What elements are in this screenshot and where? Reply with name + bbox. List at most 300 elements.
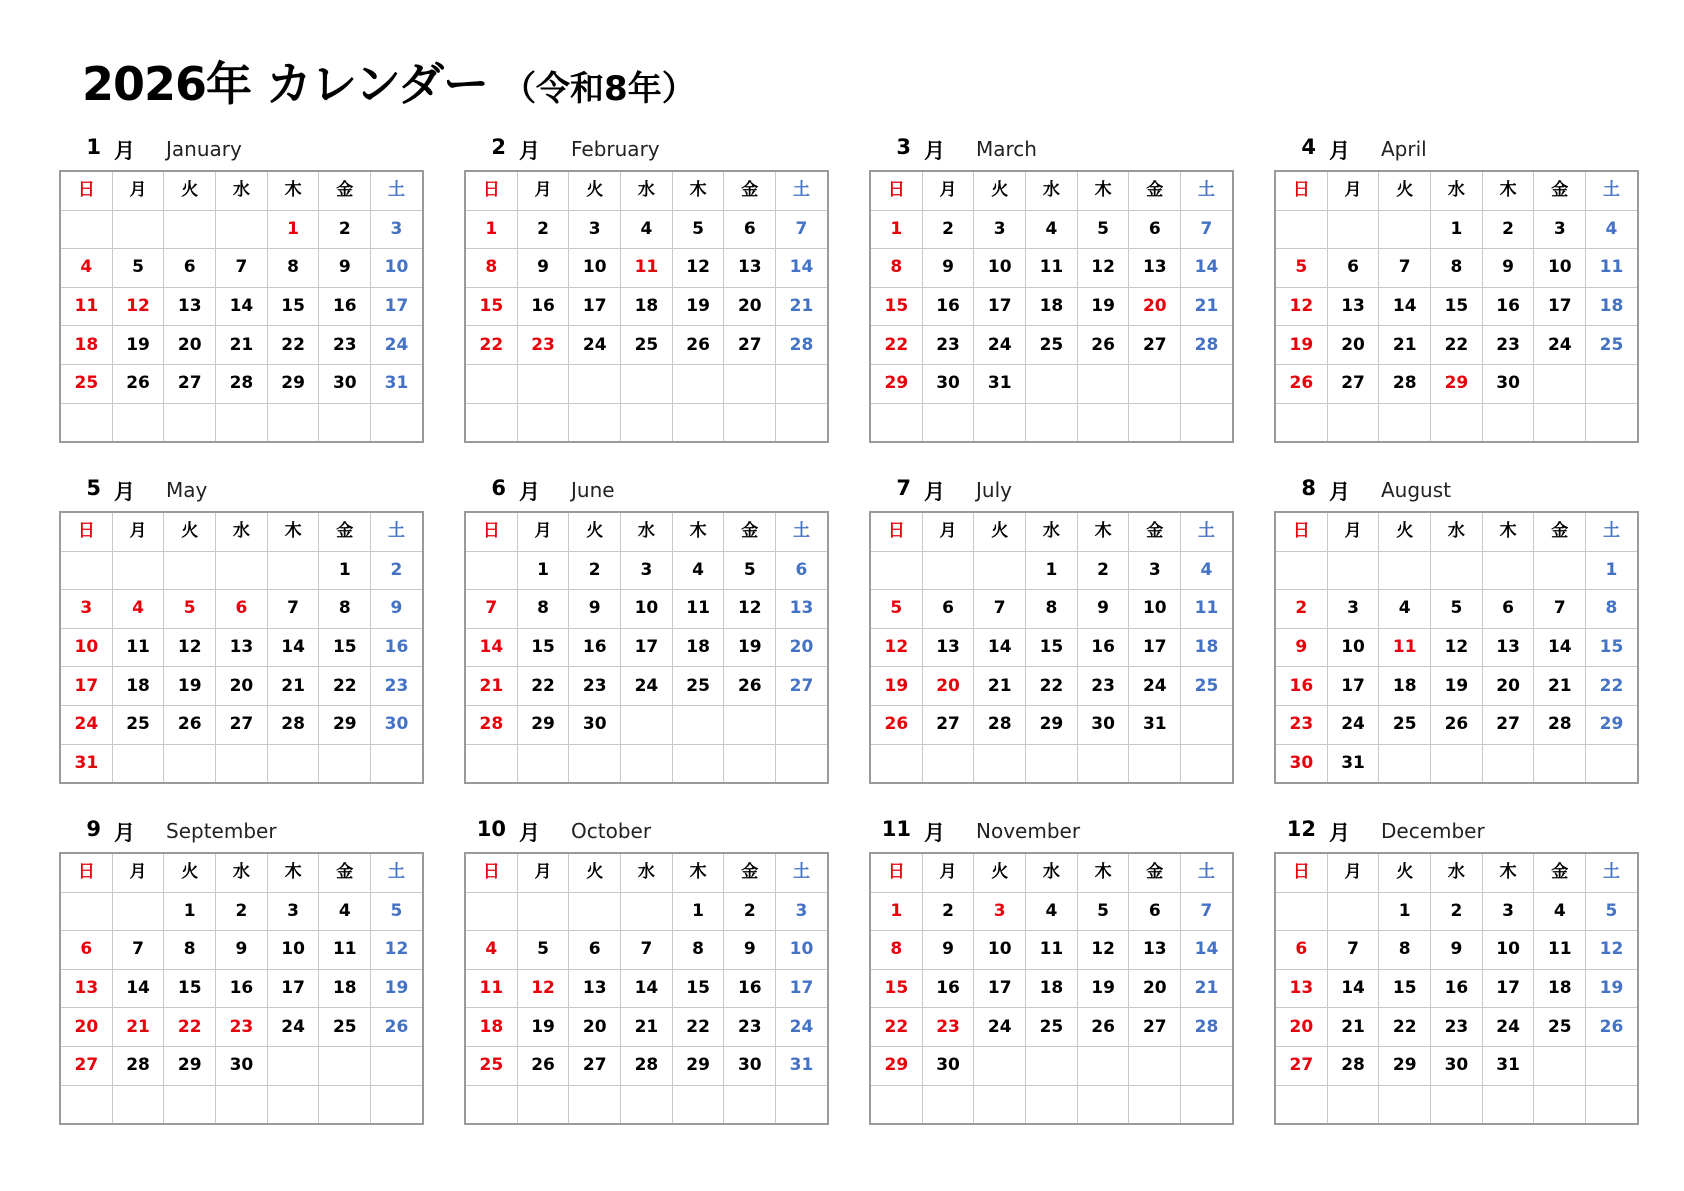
day-cell: 19 bbox=[1077, 287, 1129, 326]
weekday-header: 日 bbox=[1275, 853, 1327, 892]
empty-cell bbox=[621, 403, 673, 442]
weekday-header: 火 bbox=[1379, 512, 1431, 551]
day-cell: 29 bbox=[1026, 705, 1078, 744]
day-cell: 13 bbox=[776, 590, 828, 629]
empty-cell bbox=[1129, 364, 1181, 403]
day-cell: 27 bbox=[1275, 1046, 1327, 1085]
weekday-header: 木 bbox=[1482, 853, 1534, 892]
empty-cell bbox=[1482, 403, 1534, 442]
week-row bbox=[60, 969, 423, 1008]
day-cell: 23 bbox=[569, 667, 621, 706]
day-cell: 10 bbox=[267, 931, 319, 970]
weekday-header: 水 bbox=[1026, 853, 1078, 892]
day-cell: 24 bbox=[1327, 705, 1379, 744]
day-cell: 10 bbox=[1534, 249, 1586, 288]
day-cell: 21 bbox=[1534, 667, 1586, 706]
day-cell: 7 bbox=[1181, 892, 1233, 931]
day-cell: 19 bbox=[517, 1008, 569, 1047]
empty-cell bbox=[1026, 1046, 1078, 1085]
day-cell: 15 bbox=[164, 969, 216, 1008]
empty-cell bbox=[1181, 364, 1233, 403]
day-cell: 26 bbox=[1077, 1008, 1129, 1047]
day-cell: 7 bbox=[465, 590, 517, 629]
day-cell: 9 bbox=[1431, 931, 1483, 970]
empty-cell bbox=[1026, 744, 1078, 783]
day-cell: 25 bbox=[1181, 667, 1233, 706]
week-row bbox=[1275, 705, 1638, 744]
day-cell: 17 bbox=[1129, 628, 1181, 667]
day-cell: 2 bbox=[216, 892, 268, 931]
day-cell: 3 bbox=[60, 590, 112, 629]
empty-cell bbox=[267, 1085, 319, 1124]
weekday-header: 日 bbox=[465, 853, 517, 892]
weekday-header-row bbox=[870, 171, 1233, 210]
week-row bbox=[870, 705, 1233, 744]
day-cell: 4 bbox=[1586, 210, 1638, 249]
day-cell: 17 bbox=[974, 969, 1026, 1008]
day-cell: 30 bbox=[1077, 705, 1129, 744]
empty-cell bbox=[870, 1085, 922, 1124]
day-cell: 12 bbox=[1275, 287, 1327, 326]
weekday-header: 日 bbox=[1275, 512, 1327, 551]
month-block bbox=[59, 813, 416, 1133]
day-cell: 17 bbox=[621, 628, 673, 667]
day-cell: 11 bbox=[621, 249, 673, 288]
empty-cell bbox=[517, 403, 569, 442]
day-cell: 24 bbox=[1129, 667, 1181, 706]
day-cell: 1 bbox=[267, 210, 319, 249]
day-cell: 12 bbox=[164, 628, 216, 667]
weekday-header-row bbox=[1275, 171, 1638, 210]
day-cell: 1 bbox=[319, 551, 371, 590]
day-cell: 23 bbox=[922, 326, 974, 365]
weekday-header-row bbox=[60, 853, 423, 892]
weekday-header: 金 bbox=[319, 512, 371, 551]
month-english-name: December bbox=[1381, 819, 1485, 843]
day-cell: 5 bbox=[164, 590, 216, 629]
empty-cell bbox=[776, 705, 828, 744]
month-kanji: 月 bbox=[1329, 480, 1350, 504]
day-cell: 15 bbox=[267, 287, 319, 326]
weekday-header: 金 bbox=[724, 512, 776, 551]
empty-cell bbox=[1586, 1046, 1638, 1085]
week-row bbox=[870, 1008, 1233, 1047]
empty-cell bbox=[465, 892, 517, 931]
empty-cell bbox=[1534, 744, 1586, 783]
day-cell: 6 bbox=[216, 590, 268, 629]
day-cell: 9 bbox=[724, 931, 776, 970]
day-cell: 25 bbox=[112, 705, 164, 744]
weekday-header: 水 bbox=[216, 512, 268, 551]
day-cell: 9 bbox=[371, 590, 423, 629]
weekday-header: 日 bbox=[870, 853, 922, 892]
day-cell: 11 bbox=[319, 931, 371, 970]
day-cell: 3 bbox=[371, 210, 423, 249]
day-cell: 24 bbox=[974, 326, 1026, 365]
day-cell: 7 bbox=[1181, 210, 1233, 249]
month-english-name: January bbox=[166, 137, 242, 161]
day-cell: 18 bbox=[1534, 969, 1586, 1008]
day-cell: 9 bbox=[216, 931, 268, 970]
day-cell: 29 bbox=[164, 1046, 216, 1085]
empty-cell bbox=[319, 744, 371, 783]
empty-cell bbox=[1026, 364, 1078, 403]
day-cell: 20 bbox=[922, 667, 974, 706]
day-cell: 20 bbox=[1129, 287, 1181, 326]
day-cell: 9 bbox=[569, 590, 621, 629]
empty-cell bbox=[465, 744, 517, 783]
month-grid bbox=[1274, 511, 1639, 784]
month-number: 8 bbox=[1301, 476, 1316, 500]
day-cell: 25 bbox=[1026, 326, 1078, 365]
empty-cell bbox=[672, 705, 724, 744]
week-row bbox=[465, 628, 828, 667]
day-cell: 24 bbox=[974, 1008, 1026, 1047]
day-cell: 5 bbox=[371, 892, 423, 931]
empty-cell bbox=[974, 744, 1026, 783]
day-cell: 5 bbox=[517, 931, 569, 970]
day-cell: 21 bbox=[267, 667, 319, 706]
empty-cell bbox=[319, 1046, 371, 1085]
day-cell: 15 bbox=[870, 969, 922, 1008]
empty-cell bbox=[569, 403, 621, 442]
day-cell: 27 bbox=[60, 1046, 112, 1085]
empty-cell bbox=[216, 1085, 268, 1124]
day-cell: 2 bbox=[517, 210, 569, 249]
month-kanji: 月 bbox=[924, 821, 945, 845]
month-block bbox=[1274, 131, 1631, 451]
weekday-header: 土 bbox=[776, 512, 828, 551]
day-cell: 16 bbox=[1077, 628, 1129, 667]
weekday-header: 木 bbox=[672, 853, 724, 892]
month-header bbox=[464, 472, 821, 508]
week-row bbox=[870, 403, 1233, 442]
empty-cell bbox=[1327, 210, 1379, 249]
empty-cell bbox=[112, 1085, 164, 1124]
week-row bbox=[870, 326, 1233, 365]
week-row bbox=[870, 667, 1233, 706]
day-cell: 31 bbox=[1482, 1046, 1534, 1085]
day-cell: 2 bbox=[319, 210, 371, 249]
empty-cell bbox=[1534, 364, 1586, 403]
week-row bbox=[465, 364, 828, 403]
day-cell: 20 bbox=[1327, 326, 1379, 365]
day-cell: 20 bbox=[216, 667, 268, 706]
week-row bbox=[870, 287, 1233, 326]
day-cell: 17 bbox=[1534, 287, 1586, 326]
empty-cell bbox=[1586, 1085, 1638, 1124]
weekday-header: 金 bbox=[1129, 171, 1181, 210]
weekday-header: 土 bbox=[1181, 171, 1233, 210]
week-row bbox=[1275, 1008, 1638, 1047]
empty-cell bbox=[1586, 403, 1638, 442]
weekday-header: 月 bbox=[112, 171, 164, 210]
empty-cell bbox=[1181, 403, 1233, 442]
month-number: 9 bbox=[86, 817, 101, 841]
empty-cell bbox=[1181, 1046, 1233, 1085]
empty-cell bbox=[974, 403, 1026, 442]
weekday-header: 水 bbox=[621, 171, 673, 210]
day-cell: 17 bbox=[974, 287, 1026, 326]
weekday-header: 月 bbox=[112, 512, 164, 551]
empty-cell bbox=[164, 744, 216, 783]
weekday-header: 火 bbox=[164, 853, 216, 892]
week-row bbox=[1275, 249, 1638, 288]
empty-cell bbox=[1181, 705, 1233, 744]
week-row bbox=[465, 705, 828, 744]
empty-cell bbox=[319, 403, 371, 442]
day-cell: 10 bbox=[1129, 590, 1181, 629]
week-row bbox=[60, 249, 423, 288]
weekday-header: 木 bbox=[1077, 512, 1129, 551]
month-block bbox=[464, 472, 821, 792]
weekday-header: 金 bbox=[1534, 171, 1586, 210]
empty-cell bbox=[1026, 1085, 1078, 1124]
day-cell: 15 bbox=[1431, 287, 1483, 326]
day-cell: 19 bbox=[1077, 969, 1129, 1008]
day-cell: 3 bbox=[1327, 590, 1379, 629]
empty-cell bbox=[1379, 551, 1431, 590]
empty-cell bbox=[465, 364, 517, 403]
day-cell: 22 bbox=[870, 326, 922, 365]
day-cell: 3 bbox=[974, 892, 1026, 931]
empty-cell bbox=[870, 551, 922, 590]
empty-cell bbox=[112, 892, 164, 931]
day-cell: 29 bbox=[672, 1046, 724, 1085]
day-cell: 1 bbox=[672, 892, 724, 931]
day-cell: 27 bbox=[216, 705, 268, 744]
empty-cell bbox=[465, 551, 517, 590]
empty-cell bbox=[60, 551, 112, 590]
day-cell: 13 bbox=[60, 969, 112, 1008]
month-block bbox=[1274, 472, 1631, 792]
week-row bbox=[870, 1085, 1233, 1124]
day-cell: 18 bbox=[1026, 969, 1078, 1008]
day-cell: 26 bbox=[870, 705, 922, 744]
week-row bbox=[60, 210, 423, 249]
weekday-header: 土 bbox=[1181, 512, 1233, 551]
day-cell: 4 bbox=[1026, 210, 1078, 249]
day-cell: 8 bbox=[1586, 590, 1638, 629]
weekday-header: 水 bbox=[1026, 171, 1078, 210]
day-cell: 3 bbox=[776, 892, 828, 931]
month-number: 3 bbox=[896, 135, 911, 159]
day-cell: 5 bbox=[1077, 892, 1129, 931]
week-row bbox=[1275, 931, 1638, 970]
month-grid bbox=[59, 852, 424, 1125]
day-cell: 13 bbox=[1275, 969, 1327, 1008]
day-cell: 5 bbox=[724, 551, 776, 590]
day-cell: 16 bbox=[1431, 969, 1483, 1008]
weekday-header-row bbox=[465, 512, 828, 551]
empty-cell bbox=[1586, 364, 1638, 403]
weekday-header: 土 bbox=[776, 853, 828, 892]
day-cell: 21 bbox=[1181, 287, 1233, 326]
week-row bbox=[870, 551, 1233, 590]
weekday-header: 土 bbox=[1181, 853, 1233, 892]
empty-cell bbox=[1379, 744, 1431, 783]
day-cell: 22 bbox=[870, 1008, 922, 1047]
day-cell: 2 bbox=[922, 892, 974, 931]
day-cell: 24 bbox=[371, 326, 423, 365]
day-cell: 4 bbox=[465, 931, 517, 970]
day-cell: 1 bbox=[870, 210, 922, 249]
weekday-header: 水 bbox=[216, 853, 268, 892]
day-cell: 19 bbox=[672, 287, 724, 326]
day-cell: 23 bbox=[371, 667, 423, 706]
empty-cell bbox=[569, 364, 621, 403]
empty-cell bbox=[112, 210, 164, 249]
day-cell: 1 bbox=[1379, 892, 1431, 931]
month-header bbox=[59, 472, 416, 508]
empty-cell bbox=[569, 1085, 621, 1124]
day-cell: 21 bbox=[216, 326, 268, 365]
day-cell: 28 bbox=[1327, 1046, 1379, 1085]
weekday-header: 火 bbox=[1379, 853, 1431, 892]
day-cell: 21 bbox=[1181, 969, 1233, 1008]
day-cell: 5 bbox=[672, 210, 724, 249]
month-grid bbox=[869, 511, 1234, 784]
day-cell: 29 bbox=[267, 364, 319, 403]
weekday-header: 木 bbox=[672, 171, 724, 210]
day-cell: 30 bbox=[319, 364, 371, 403]
day-cell: 10 bbox=[60, 628, 112, 667]
day-cell: 11 bbox=[60, 287, 112, 326]
day-cell: 11 bbox=[1181, 590, 1233, 629]
empty-cell bbox=[1534, 551, 1586, 590]
day-cell: 8 bbox=[1379, 931, 1431, 970]
day-cell: 16 bbox=[922, 287, 974, 326]
day-cell: 25 bbox=[465, 1046, 517, 1085]
day-cell: 11 bbox=[1026, 931, 1078, 970]
day-cell: 13 bbox=[164, 287, 216, 326]
week-row bbox=[60, 1046, 423, 1085]
month-header bbox=[464, 813, 821, 849]
week-row bbox=[1275, 892, 1638, 931]
empty-cell bbox=[112, 744, 164, 783]
empty-cell bbox=[1586, 744, 1638, 783]
empty-cell bbox=[1482, 1085, 1534, 1124]
weekday-header: 金 bbox=[724, 171, 776, 210]
empty-cell bbox=[1379, 210, 1431, 249]
empty-cell bbox=[216, 744, 268, 783]
day-cell: 17 bbox=[1327, 667, 1379, 706]
empty-cell bbox=[1129, 403, 1181, 442]
week-row bbox=[1275, 1085, 1638, 1124]
day-cell: 7 bbox=[267, 590, 319, 629]
empty-cell bbox=[672, 744, 724, 783]
day-cell: 28 bbox=[216, 364, 268, 403]
weekday-header-row bbox=[1275, 853, 1638, 892]
day-cell: 21 bbox=[1327, 1008, 1379, 1047]
day-cell: 30 bbox=[569, 705, 621, 744]
week-row bbox=[465, 667, 828, 706]
weekday-header: 土 bbox=[371, 853, 423, 892]
weekday-header: 木 bbox=[1482, 512, 1534, 551]
day-cell: 23 bbox=[922, 1008, 974, 1047]
day-cell: 5 bbox=[870, 590, 922, 629]
day-cell: 15 bbox=[1586, 628, 1638, 667]
day-cell: 2 bbox=[1077, 551, 1129, 590]
day-cell: 10 bbox=[1482, 931, 1534, 970]
day-cell: 8 bbox=[1431, 249, 1483, 288]
day-cell: 27 bbox=[1129, 326, 1181, 365]
week-row bbox=[870, 931, 1233, 970]
empty-cell bbox=[922, 1085, 974, 1124]
day-cell: 3 bbox=[1129, 551, 1181, 590]
empty-cell bbox=[1431, 744, 1483, 783]
empty-cell bbox=[724, 364, 776, 403]
empty-cell bbox=[1077, 364, 1129, 403]
day-cell: 14 bbox=[465, 628, 517, 667]
day-cell: 3 bbox=[621, 551, 673, 590]
month-number: 10 bbox=[476, 817, 506, 841]
empty-cell bbox=[1077, 1046, 1129, 1085]
day-cell: 14 bbox=[1534, 628, 1586, 667]
day-cell: 19 bbox=[164, 667, 216, 706]
empty-cell bbox=[1431, 1085, 1483, 1124]
day-cell: 18 bbox=[1181, 628, 1233, 667]
day-cell: 16 bbox=[724, 969, 776, 1008]
day-cell: 14 bbox=[112, 969, 164, 1008]
day-cell: 19 bbox=[1586, 969, 1638, 1008]
day-cell: 10 bbox=[776, 931, 828, 970]
month-english-name: May bbox=[166, 478, 208, 502]
empty-cell bbox=[870, 403, 922, 442]
day-cell: 12 bbox=[724, 590, 776, 629]
weekday-header-row bbox=[465, 853, 828, 892]
day-cell: 7 bbox=[776, 210, 828, 249]
day-cell: 26 bbox=[112, 364, 164, 403]
empty-cell bbox=[465, 403, 517, 442]
day-cell: 22 bbox=[164, 1008, 216, 1047]
week-row bbox=[60, 326, 423, 365]
day-cell: 15 bbox=[1379, 969, 1431, 1008]
day-cell: 2 bbox=[1275, 590, 1327, 629]
weekday-header: 水 bbox=[1431, 512, 1483, 551]
day-cell: 29 bbox=[319, 705, 371, 744]
empty-cell bbox=[1181, 1085, 1233, 1124]
empty-cell bbox=[621, 1085, 673, 1124]
empty-cell bbox=[1482, 551, 1534, 590]
day-cell: 31 bbox=[776, 1046, 828, 1085]
day-cell: 19 bbox=[112, 326, 164, 365]
week-row bbox=[1275, 364, 1638, 403]
week-row bbox=[1275, 403, 1638, 442]
day-cell: 23 bbox=[724, 1008, 776, 1047]
day-cell: 16 bbox=[922, 969, 974, 1008]
empty-cell bbox=[1327, 1085, 1379, 1124]
day-cell: 17 bbox=[569, 287, 621, 326]
day-cell: 21 bbox=[112, 1008, 164, 1047]
week-row bbox=[60, 590, 423, 629]
empty-cell bbox=[60, 403, 112, 442]
weekday-header-row bbox=[60, 512, 423, 551]
month-block bbox=[59, 131, 416, 451]
day-cell: 18 bbox=[319, 969, 371, 1008]
empty-cell bbox=[1327, 892, 1379, 931]
month-block bbox=[869, 131, 1226, 451]
weekday-header: 火 bbox=[164, 512, 216, 551]
day-cell: 30 bbox=[922, 1046, 974, 1085]
day-cell: 18 bbox=[1026, 287, 1078, 326]
month-grid bbox=[59, 511, 424, 784]
day-cell: 2 bbox=[371, 551, 423, 590]
day-cell: 30 bbox=[1431, 1046, 1483, 1085]
month-number: 2 bbox=[491, 135, 506, 159]
day-cell: 5 bbox=[1077, 210, 1129, 249]
day-cell: 8 bbox=[1026, 590, 1078, 629]
